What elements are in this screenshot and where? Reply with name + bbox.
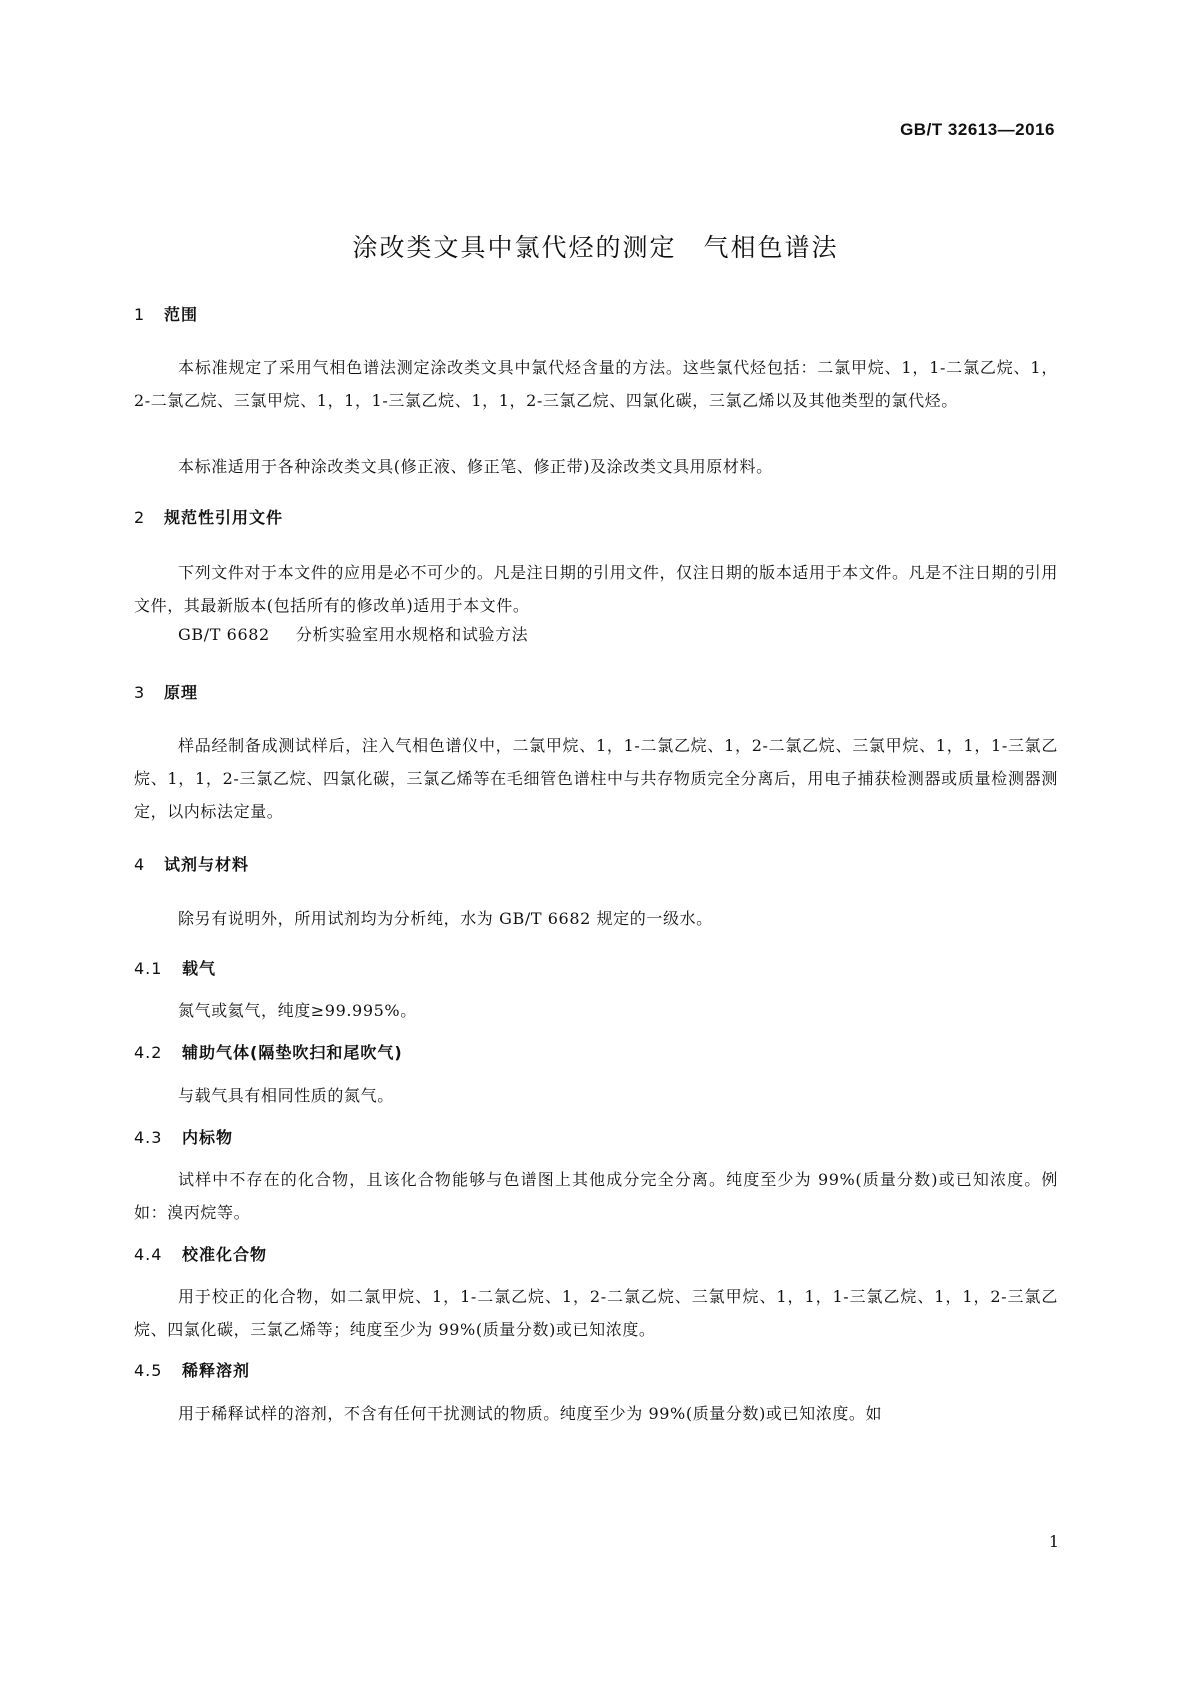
section-4-3-heading xyxy=(134,1125,233,1148)
section-title: 试剂与材料 xyxy=(164,855,250,874)
page-number: 1 xyxy=(1048,1532,1059,1551)
section-1-heading xyxy=(134,302,198,325)
section-4-4-paragraph: 用于校正的化合物，如二氯甲烷、1，1-二氯乙烷、1，2-二氯乙烷、三氯甲烷、1，1，1-三氯乙烷、1，1，2-三氯乙烷、四氯化碳，三氯乙烯等；纯度至少为 99%(质量分数)或已知浓度。 xyxy=(134,1287,1058,1339)
section-2-heading xyxy=(134,505,283,528)
normative-reference xyxy=(178,622,528,645)
section-title: 规范性引用文件 xyxy=(164,508,284,527)
section-3-paragraph-1: 样品经制备成测试样后，注入气相色谱仪中，二氯甲烷、1，1-二氯乙烷、1，2-二氯乙烷、三氯甲烷、1，1，1-三氯乙烷、1，1，2-三氯乙烷、四氯化碳，三氯乙烯等在毛细管色谱柱中与共存物质完全分离后，用电子捕获检测器或质量检测器测定，以内标法定量。 xyxy=(134,736,1058,821)
section-4-5-heading xyxy=(134,1358,250,1381)
reference-code: GB/T 6682 xyxy=(178,625,270,644)
section-number: 4.1 xyxy=(134,959,163,978)
section-4-5-paragraph: 用于稀释试样的溶剂，不含有任何干扰测试的物质。纯度至少为 99%(质量分数)或已知浓度。如 xyxy=(178,1404,883,1423)
section-4-2-heading xyxy=(134,1040,403,1063)
section-2-paragraph-1: 下列文件对于本文件的应用是必不可少的。凡是注日期的引用文件，仅注日期的版本适用于本文件。凡是不注日期的引用文件，其最新版本(包括所有的修改单)适用于本文件。 xyxy=(134,563,1058,615)
section-4-4-heading xyxy=(134,1242,267,1265)
section-3-heading xyxy=(134,680,198,703)
section-title: 原理 xyxy=(164,683,199,702)
section-number: 4.4 xyxy=(134,1245,163,1264)
section-number: 2 xyxy=(134,508,146,527)
section-4-2-paragraph: 与载气具有相同性质的氮气。 xyxy=(178,1086,394,1105)
document-title: 涂改类文具中氯代烃的测定 气相色谱法 xyxy=(352,233,839,262)
section-number: 4.3 xyxy=(134,1128,163,1147)
section-number: 4.2 xyxy=(134,1043,163,1062)
reference-title: 分析实验室用水规格和试验方法 xyxy=(295,625,529,644)
section-4-3-paragraph: 试样中不存在的化合物，且该化合物能够与色谱图上其他成分完全分离。纯度至少为 99%(质量分数)或已知浓度。例如：溴丙烷等。 xyxy=(134,1170,1058,1222)
section-1-paragraph-1: 本标准规定了采用气相色谱法测定涂改类文具中氯代烃含量的方法。这些氯代烃包括：二氯甲烷、1，1-二氯乙烷、1，2-二氯乙烷、三氯甲烷、1，1，1-三氯乙烷、1，1，2-三氯乙烷、四氯化碳，三氯乙烯以及其他类型的氯代烃。 xyxy=(134,358,1058,410)
section-number: 1 xyxy=(134,305,146,324)
section-title: 载气 xyxy=(182,959,217,978)
section-title: 范围 xyxy=(164,305,199,324)
section-4-1-paragraph: 氮气或氦气，纯度≥99.995%。 xyxy=(178,1001,417,1020)
section-number: 4.5 xyxy=(134,1361,163,1380)
section-number: 4 xyxy=(134,855,146,874)
section-4-heading xyxy=(134,852,249,875)
section-number: 3 xyxy=(134,683,146,702)
section-4-1-heading xyxy=(134,956,216,979)
section-4-paragraph-1: 除另有说明外，所用试剂均为分析纯，水为 GB/T 6682 规定的一级水。 xyxy=(178,909,713,928)
section-title: 辅助气体(隔垫吹扫和尾吹气) xyxy=(182,1043,403,1062)
section-title: 校准化合物 xyxy=(182,1245,268,1264)
section-1-paragraph-2: 本标准适用于各种涂改类文具(修正液、修正笔、修正带)及涂改类文具用原材料。 xyxy=(178,457,773,476)
standard-number: GB/T 32613—2016 xyxy=(900,120,1055,139)
section-title: 内标物 xyxy=(182,1128,234,1147)
section-title: 稀释溶剂 xyxy=(182,1361,251,1380)
